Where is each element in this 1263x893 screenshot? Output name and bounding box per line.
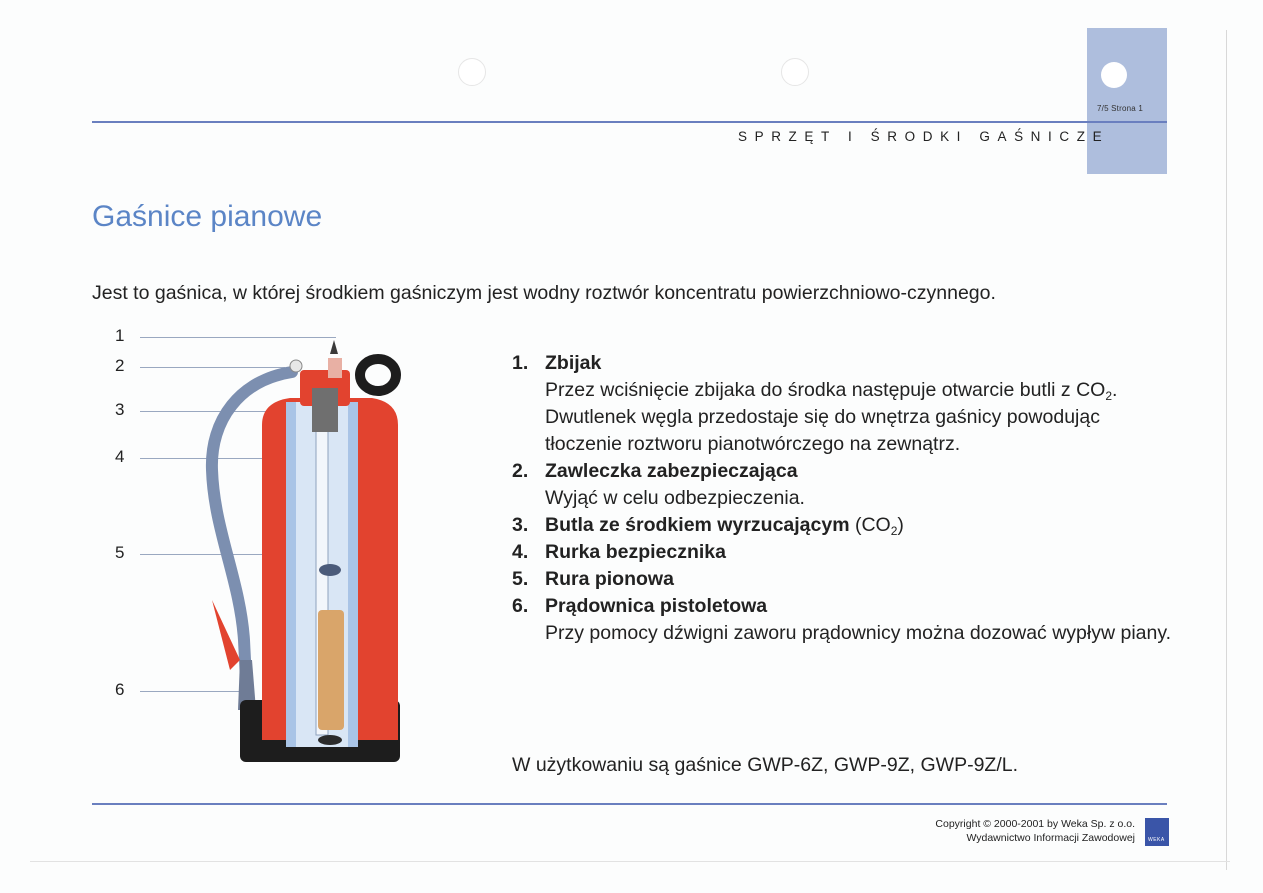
usage-note: W użytkowaniu są gaśnice GWP-6Z, GWP-9Z, GWP-9Z/L. — [512, 754, 1019, 776]
callout-number: 1 — [115, 326, 125, 345]
section-title: SPRZĘT I ŚRODKI GAŚNICZE — [738, 129, 1110, 144]
item-number: 5. — [512, 568, 529, 590]
item-heading: Prądownica pistoletowa — [545, 595, 768, 617]
callout-number: 3 — [115, 400, 125, 419]
item-description: Przy pomocy dźwigni zaworu prądownicy można dozować wypływ piany. — [545, 622, 1172, 644]
list-item — [512, 350, 1172, 458]
publisher-logo: WEKA — [1145, 818, 1169, 846]
punch-hole — [781, 58, 809, 86]
item-number: 6. — [512, 595, 529, 617]
list-item — [512, 566, 1172, 593]
item-formula: (CO — [849, 514, 891, 536]
publisher-line: Wydawnictwo Informacji Zawodowej — [966, 832, 1135, 844]
item-description: Przez wciśnięcie zbijaka do środka następuje otwarcie butli z $CO_2$. Dwutlenek węgla przedostaje się do wnętrza gaśnicy powodując tłoczenie roztworu pianotwórczego na zewnątrz. — [545, 379, 1118, 455]
item-heading: Zbijak — [545, 352, 602, 374]
page-edge — [1226, 30, 1227, 870]
header-rule — [92, 121, 1167, 123]
extinguisher-illustration — [200, 330, 420, 770]
callout-number: 4 — [115, 447, 125, 466]
item-number: 2. — [512, 460, 529, 482]
punch-hole — [458, 58, 486, 86]
list-item — [512, 539, 1172, 566]
item-number: 3. — [512, 514, 529, 536]
item-number: 1. — [512, 352, 529, 374]
copyright — [935, 817, 1135, 845]
intro-text: Jest to gaśnica, w której środkiem gaśniczym jest wodny roztwór koncentratu powierzchniowo-czynnego. — [92, 282, 996, 304]
parts-list — [512, 350, 1172, 647]
list-item: 3. Butla ze środkiem wyrzucającym $(CO_2)$ — [512, 514, 904, 538]
page-tab — [1087, 28, 1167, 174]
list-item — [512, 458, 1172, 512]
item-heading: Zawleczka zabezpieczająca — [545, 460, 798, 482]
item-heading: Butla ze środkiem wyrzucającym — [545, 514, 850, 536]
page-title: Gaśnice pianowe — [92, 200, 323, 233]
copyright-line: Copyright © 2000-2001 by Weka Sp. z o.o. — [935, 818, 1135, 830]
list-item — [512, 593, 1172, 647]
item-number: 4. — [512, 541, 529, 563]
footer-rule — [92, 803, 1167, 805]
callout-number: 2 — [115, 356, 125, 375]
item-heading: Rurka bezpiecznika — [545, 541, 726, 563]
page-edge — [30, 861, 1230, 862]
callout-number: 5 — [115, 543, 125, 562]
item-heading: Rura pionowa — [545, 568, 674, 590]
item-description: Wyjąć w celu odbezpieczenia. — [545, 487, 805, 509]
callout-number: 6 — [115, 680, 125, 699]
page-reference: 7/5 Strona 1 — [1097, 104, 1143, 113]
punch-hole — [1101, 62, 1127, 88]
